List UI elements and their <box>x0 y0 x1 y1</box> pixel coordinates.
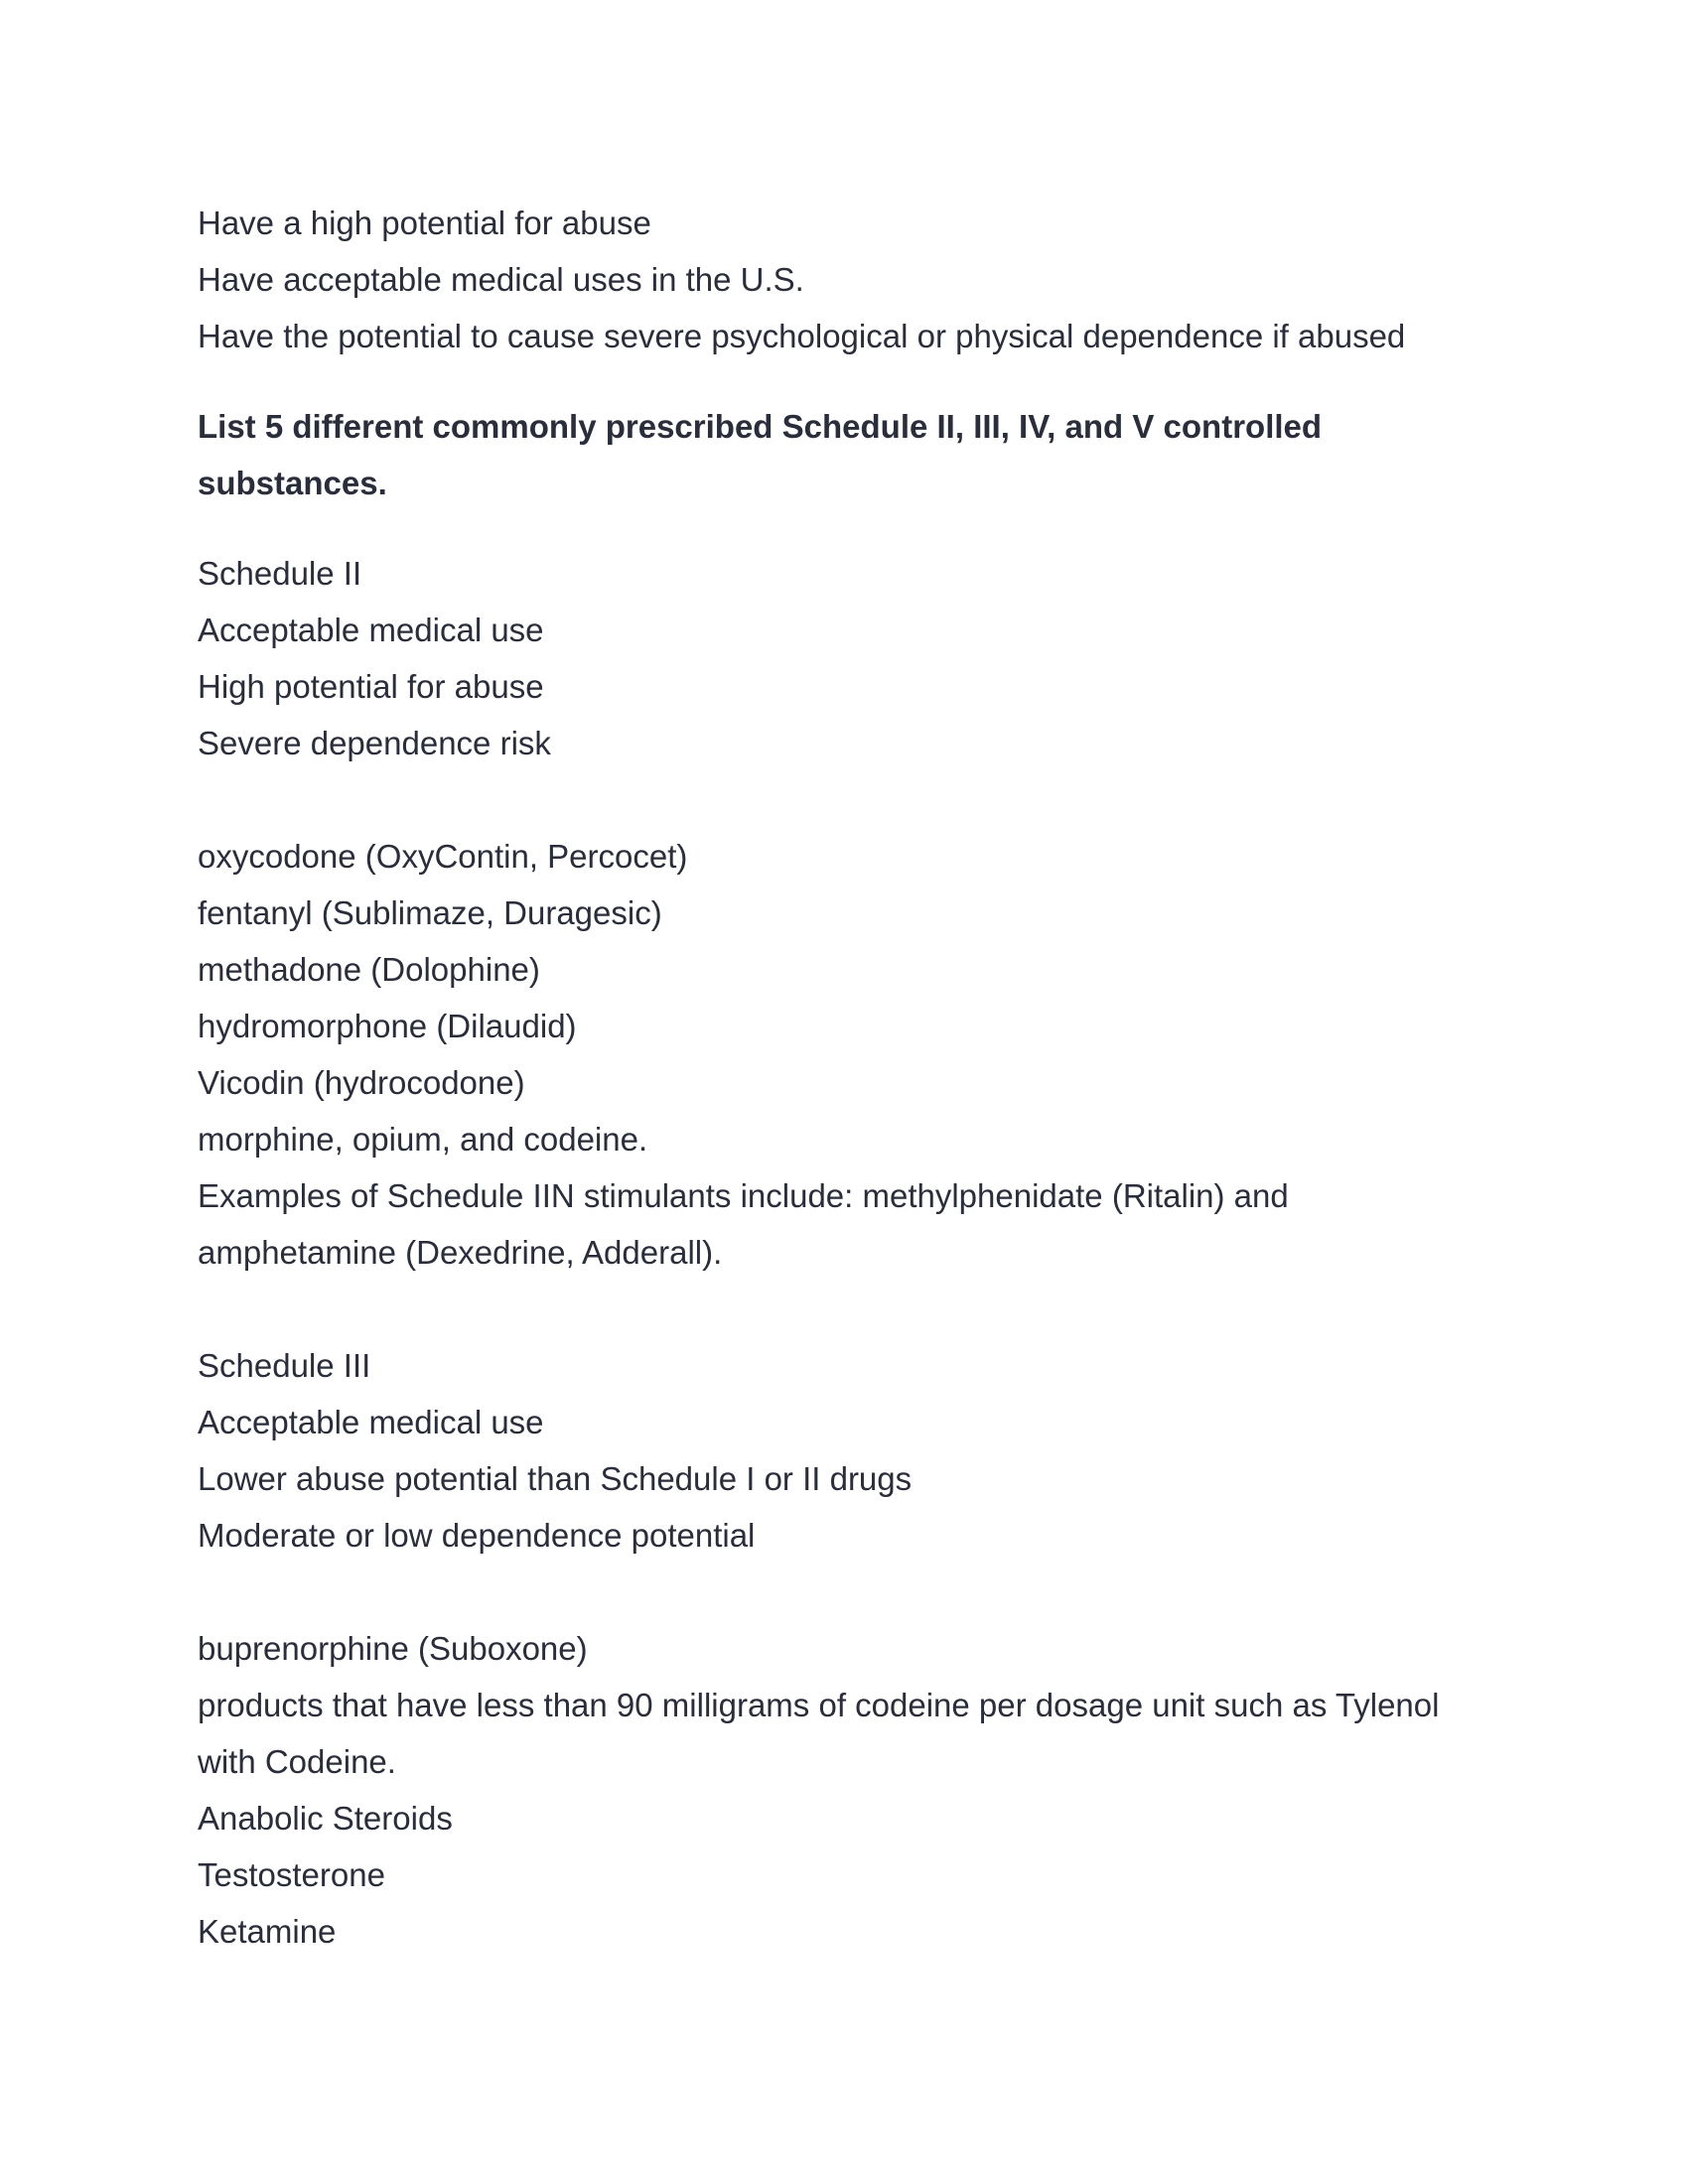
schedule-2-trait: Severe dependence risk <box>198 725 551 761</box>
schedule-2-drug: hydromorphone (Dilaudid) <box>198 1008 577 1044</box>
schedule-3-codeine: with Codeine. <box>198 1743 396 1780</box>
schedule-3-title: Schedule III <box>198 1347 371 1384</box>
schedule-3-codeine: products that have less than 90 milligrams of codeine per dosage unit such as Tylenol <box>198 1687 1440 1723</box>
schedule-2-drug: fentanyl (Sublimaze, Duragesic) <box>198 894 662 931</box>
schedule-2-trait: High potential for abuse <box>198 668 544 705</box>
schedule-3-trait: Moderate or low dependence potential <box>198 1517 756 1554</box>
document-page <box>198 195 1508 1960</box>
schedule-2-drug: morphine, opium, and codeine. <box>198 1121 648 1158</box>
schedule-3-drug: Testosterone <box>198 1856 385 1893</box>
spacer <box>198 1281 1508 1337</box>
schedule-3-drug: buprenorphine (Suboxone) <box>198 1630 588 1667</box>
intro-line: Have acceptable medical uses in the U.S. <box>198 261 804 298</box>
schedule-3-drug: Ketamine <box>198 1913 337 1950</box>
schedule-3-trait: Acceptable medical use <box>198 1404 544 1440</box>
spacer <box>198 771 1508 828</box>
schedule-2-drug: oxycodone (OxyContin, Percocet) <box>198 838 688 875</box>
schedule-2-drug: methadone (Dolophine) <box>198 951 540 988</box>
spacer <box>198 1564 1508 1620</box>
schedule-3-trait: Lower abuse potential than Schedule I or II drugs <box>198 1460 913 1497</box>
intro-line: Have a high potential for abuse <box>198 205 651 241</box>
schedule-2-title: Schedule II <box>198 555 362 592</box>
schedule-2-trait: Acceptable medical use <box>198 612 544 648</box>
intro-line: Have the potential to cause severe psychological or physical dependence if abused <box>198 318 1406 354</box>
schedule-2-drug: Vicodin (hydrocodone) <box>198 1064 525 1101</box>
question-heading: List 5 different commonly prescribed Schedule II, III, IV, and V controlled substances. <box>198 408 1323 501</box>
schedule-2-stimulants: amphetamine (Dexedrine, Adderall). <box>198 1234 723 1271</box>
schedule-2-stimulants: Examples of Schedule IIN stimulants include: methylphenidate (Ritalin) and <box>198 1177 1289 1214</box>
schedule-3-drug: Anabolic Steroids <box>198 1800 453 1837</box>
